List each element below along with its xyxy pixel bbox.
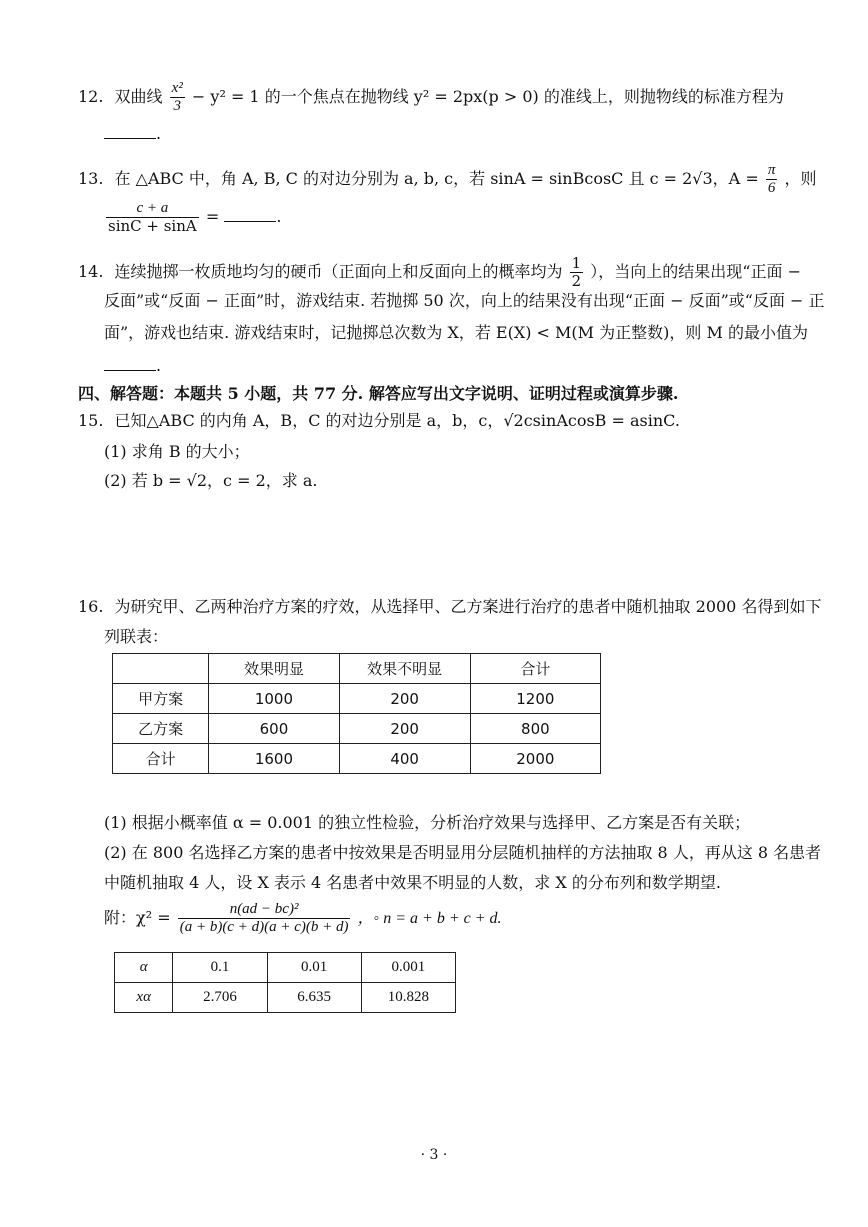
q13-frac-den: sinC + sinA [108,217,197,235]
table-cell: 200 [339,684,470,714]
q16-critical-value-table [114,952,456,1013]
q12-text-2: − y² = 1 的一个焦点在抛物线 y² = 2px(p > 0) 的准线上，则抛物线的标准方程为 [191,87,784,106]
table-cell: 0.001 [361,953,455,983]
q12-frac-den: 3 [173,98,181,114]
q13-text-1: 在 △ABC 中，角 A, B, C 的对边分别为 a, b, c，若 sinA = sinBcosC 且 c = 2√3，A = [114,169,759,188]
q16-contingency-table [112,653,601,774]
q12-line1 [78,80,784,115]
q16-appendix [104,901,502,936]
table-header-cell: 效果明显 [209,654,339,684]
section-4-heading: 四、解答题：本题共 5 小题，共 77 分. 解答应写出文字说明、证明过程或演算步骤. [78,384,679,403]
q15-number: 15. [78,411,104,430]
table-row [115,983,456,1013]
q15-stem-text: 已知△ABC 的内角 A，B，C 的对边分别是 a，b，c，√2csinAcosB = asinC. [114,411,680,430]
q16-stem-line2: 列联表： [104,627,169,646]
table-header-cell: 效果不明显 [339,654,470,684]
q14-line4 [104,354,161,377]
formula-tail: ，◦ n = a + b + c + d. [357,910,502,927]
q12-end: . [156,124,162,143]
q13-fraction [106,200,199,235]
q16-part1: (1) 根据小概率值 α = 0.001 的独立性检验，分析治疗效果与选择甲、乙方案是否有关联； [104,813,751,832]
q14-text-1b: ），当向上的结果出现“正面 − [590,262,801,281]
q14-line2: 反面”或“反面 − 正面”时，游戏结束. 若抛掷 50 次，向上的结果没有出现“正面 − 反面”或“反面 − 正 [104,291,825,310]
q13-answer-blank[interactable] [224,205,276,222]
q14-half-fraction [570,255,584,290]
table-cell: 1000 [209,684,339,714]
q12-text-1: 双曲线 [114,87,163,106]
page-number: · 3 · [420,1147,448,1163]
table-header-row [113,654,601,684]
q13-pi-num: π [767,162,776,178]
table-cell: xα [115,983,173,1013]
table-cell: 合计 [113,744,209,774]
q13-frac-num: c + a [106,200,199,218]
table-cell: 200 [339,714,470,744]
table-cell: 甲方案 [113,684,209,714]
q13-equals: = [205,207,220,226]
table-cell: α [115,953,173,983]
q13-end: . [276,207,282,226]
q15-part1: (1) 求角 B 的大小； [104,442,250,461]
table-cell: 0.1 [173,953,267,983]
q14-half-den: 2 [571,272,582,290]
table-cell: 1200 [470,684,600,714]
table-cell: 2.706 [173,983,267,1013]
q14-text-1a: 连续抛掷一枚质地均匀的硬币（正面向上和反面向上的概率均为 [114,262,563,281]
q16-part2-line2: 中随机抽取 4 人，设 X 表示 4 名患者中效果不明显的人数，求 X 的分布列和数学期望. [104,873,721,892]
q16-stem-text-1: 为研究甲、乙两种治疗方案的疗效，从选择甲、乙方案进行治疗的患者中随机抽取 2000 名得到如下 [114,597,822,616]
q16-number: 16. [78,597,104,616]
table-cell: 600 [209,714,339,744]
table-cell: 6.635 [267,983,361,1013]
q14-answer-blank[interactable] [104,354,156,371]
table-cell: 800 [470,714,600,744]
q13-pi-fraction [766,162,778,197]
q12-number: 12. [78,87,104,106]
table-cell: 0.01 [267,953,361,983]
q12-line2 [104,122,161,145]
chi-square-formula [178,901,351,936]
table-cell: 400 [339,744,470,774]
formula-denominator: (a + b)(c + d)(a + c)(b + d) [179,919,349,935]
q14-line3: 面”，游戏也结束. 游戏结束时，记抛掷总次数为 X，若 E(X) < M(M 为正整数)，则 M 的最小值为 [104,323,808,342]
q14-number: 14. [78,262,104,281]
q12-frac-num: x² [171,80,183,96]
q16-stem-line1 [78,596,821,618]
q12-fraction [170,80,185,115]
table-cell: 乙方案 [113,714,209,744]
table-row [113,714,601,744]
formula-numerator: n(ad − bc)² [178,901,351,919]
table-cell: 1600 [209,744,339,774]
appendix-label: 附：χ² = [104,908,171,927]
table-row [113,684,601,714]
q16-part2-line1: (2) 在 800 名选择乙方案的患者中按效果是否明显用分层随机抽样的方法抽取 8 人，再从这 8 名患者 [104,843,822,862]
q15-stem [78,410,680,432]
table-row [115,953,456,983]
q13-number: 13. [78,169,104,188]
q15-part2: (2) 若 b = √2，c = 2，求 a. [104,471,318,490]
q13-text-2: ，则 [784,169,817,188]
table-cell: 10.828 [361,983,455,1013]
table-row [113,744,601,774]
q13-line1 [78,162,816,197]
table-header-cell [113,654,209,684]
q14-half-num: 1 [571,254,582,272]
table-header-cell: 合计 [470,654,600,684]
table-cell: 2000 [470,744,600,774]
q14-end: . [156,356,162,375]
q13-line2 [104,200,281,235]
q12-answer-blank[interactable] [104,122,156,139]
q14-line1 [78,255,801,290]
q13-pi-den: 6 [767,180,776,196]
